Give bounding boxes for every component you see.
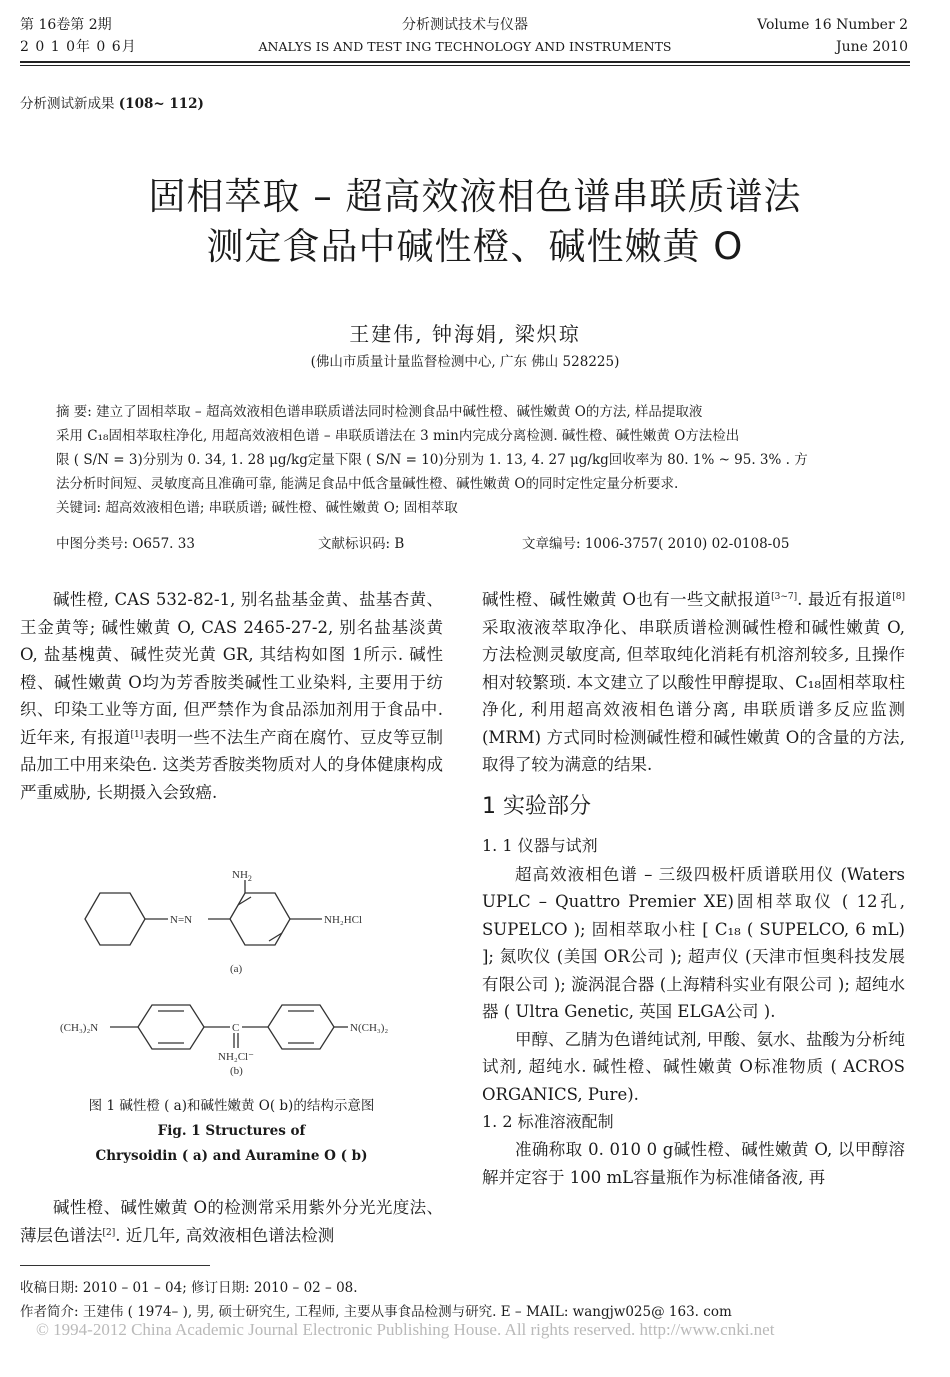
clc-number: 中图分类号: O657. 33 [56,536,195,552]
reagents-paragraph: 甲醇、乙腈为色谱纯试剂, 甲酸、氨水、盐酸为分析纯试剂, 超纯水. 碱性橙、碱性嫩黄 O标准物质 ( ACROS ORGANICS, Pure). [482,1029,905,1104]
authors: 王建伟, 钟海娟, 梁炽琼 [349,322,581,346]
footnote-rule [20,1265,210,1266]
received-date: 收稿日期: 2010 – 01 – 04; 修订日期: 2010 – 02 – 08. [20,1280,358,1296]
date-cn: 2 0 1 0年 0 6月 [20,39,137,55]
amine-hcl-label: NH₂HCl [324,914,363,926]
abstract [56,400,868,520]
abstract-line: 法分析时间短、灵敏度高且准确可靠, 能满足食品中低含量碱性橙、碱性嫩黄 O的同时定性定量分析要求. [56,476,679,492]
column-label: 分析测试新成果 (108~ 112) [20,96,204,112]
amino-label: $NH_2$ [232,869,252,883]
page-range: (108~ 112) [118,96,204,112]
azo-label: N=N [170,914,193,926]
abstract-line: 采用 C₁₈固相萃取柱净化, 用超高效液相色谱 – 串联质谱法在 3 min内完成分离检测. 碱性橙、碱性嫩黄 O方法检出 [56,428,740,444]
author-bio: 作者简介: 王建伟 ( 1974– ), 男, 硕士研究生, 工程师, 主要从事食品检测与研究. E – MAIL: wangjw025@ 163. com [20,1304,732,1320]
header-rule [20,61,910,63]
citation: [2] [102,1227,116,1238]
article-number: 文章编号: 1006-3757( 2010) 02-0108-05 [522,536,790,552]
volume-issue-cn: 第 16卷第 2期 [20,17,112,33]
copyright-watermark: © 1994-2012 China Academic Journal Electronic Publishing House. All rights reserved. http://www.cnki.net [36,1320,775,1339]
abstract-line: 摘 要: 建立了固相萃取 – 超高效液相色谱串联质谱法同时检测食品中碱性橙、碱性嫩黄 O的方法, 样品提取液 [56,404,703,420]
benzene-ring [230,893,290,945]
central-carbon: C [232,1022,240,1034]
title-line-2: 测定食品中碱性橙、碱性嫩黄 O [206,225,744,268]
caption-en-line2: Chrysoidin ( a) and Auramine O ( b) [95,1148,368,1164]
affiliation: (佛山市质量计量监督检测中心, 广东 佛山 528225) [310,354,620,370]
citation: [3~7] [771,592,798,602]
header-rule-thin [20,65,910,66]
journal-name-cn: 分析测试技术与仪器 [402,17,528,33]
iminium-label: NH₂Cl⁻ [218,1051,254,1063]
benzene-ring [85,893,145,945]
caption-en-line1: Fig. 1 Structures of [157,1123,306,1139]
document-code: 文献标识码: B [318,536,405,552]
structure-figure [60,860,420,1080]
figure-caption [20,1094,443,1169]
figure-label-b: (b) [230,1065,243,1077]
paragraph-2: 碱性橙、碱性嫩黄 O的检测常采用紫外分光光度法、薄层色谱法[2]. 近几年, 高效液相色谱法检测 [20,1198,443,1245]
figure-label-a: (a) [230,963,243,975]
volume-issue-en: Volume 16 Number 2 [757,17,908,33]
subsection-heading-1-1: 1. 1 仪器与试剂 [482,835,598,855]
citation: [8] [892,592,905,602]
dimethylamino-right: N(CH₃)₂ [350,1022,389,1034]
journal-name-en: ANALYS IS AND TEST ING TECHNOLOGY AND INSTRUMENTS [258,39,672,54]
instruments-paragraph: 超高效液相色谱 – 三级四极杆质谱联用仪 (Waters UPLC – Quattro Premier XE)固相萃取仪 ( 12孔, SUPELCO ); 固相萃取小柱 [ C₁₈ ( SUPELCO, 6 mL) ]; 氮吹仪 (美国 OR公司 ); 超声仪 (天津市恒奥科技发展有限公司 ); 漩涡混合器 (上海精科实业有限公司 ); 超纯水器 ( Ultra Genetic, 英国 ELGA公司 ). [482,864,905,1021]
abstract-line: 限 ( S/N = 3)分别为 0. 34, 1. 28 μg/kg定量下限 ( S/N = 10)分别为 1. 13, 4. 27 μg/kg回收率为 80. 1% ~ 95. 3% . 方 [56,452,808,468]
intro-paragraph: 碱性橙, CAS 532-82-1, 别名盐基金黄、盐基杏黄、王金黄等; 碱性嫩黄 O, CAS 2465-27-2, 别名盐基淡黄 O, 盐基槐黄、碱性荧光黄 GR, 其结构如图 1所示. 碱性橙、碱性嫩黄 O均为芳香胺类碱性工业染料, 主要用于纺织、印染工业等方面, 但严禁作为食品添加剂用于食品中. 近年来, 有报道[1]表明一些不法生产商在腐竹、豆皮等豆制品加工中用来染色. 这类芳香胺类物质对人的身体健康构成严重威胁, 长期摄入会致癌. [20,590,443,802]
title-line-1: 固相萃取 – 超高效液相色谱串联质谱法 [148,175,802,218]
section-heading-1: 1 实验部分 [482,793,591,819]
citation: [1] [130,729,144,740]
standard-solution-paragraph: 准确称取 0. 010 0 g碱性橙、碱性嫩黄 O, 以甲醇溶解并定容于 100 mL容量瓶作为标准储备液, 再 [482,1140,905,1187]
dimethylamino-left: (CH₃)₂N [60,1022,99,1034]
keywords: 关键词: 超高效液相色谱; 串联质谱; 碱性橙、碱性嫩黄 O; 固相萃取 [56,500,458,516]
right-column: 碱性橙、碱性嫩黄 O也有一些文献报道[3~7]. 最近有报道[8]采取液液萃取净化、串联质谱检测碱性橙和碱性嫩黄 O, 方法检测灵敏度高, 但萃取纯化消耗有机溶剂较多, 且操作相对较繁琐. 本文建立了以酸性甲醇提取、C₁₈固相萃取柱净化, 利用超高效液相色谱分离, 串联质谱多反应监测 (MRM) 方式同时检测碱性橙和碱性嫩黄 O的含量的方法, 取得了较为满意的结果. 1 实验部分 1. 1 仪器与试剂 超高效液相色谱 – 三级四极杆质谱联用仪 (Waters UPLC – Quattro Premier XE)固相萃取仪 ( 12孔, SUPELCO ); 固相萃取小柱 [ C₁₈ ( SUPELCO, 6 mL) ]; 氮吹仪 (美国 OR公司 ); 超声仪 (天津市恒奥科技发展有限公司 ); 漩涡混合器 (上海精科实业有限公司 ); 超纯水器 ( Ultra Genetic, 英国 ELGA公司 ). 甲醇、乙腈为色谱纯试剂, 甲酸、氨水、盐酸为分析纯试剂, 超纯水. 碱性橙、碱性嫩黄 O标准物质 ( ACROS ORGANICS, Pure). 1. 2 标准溶液配制 准确称取 0. 010 0 g碱性橙、碱性嫩黄 O, 以甲醇溶解并定容于 100 mL容量瓶作为标准储备液, 再 [482,586,905,1191]
caption-cn: 图 1 碱性橙 ( a)和碱性嫩黄 O( b)的结构示意图 [88,1098,375,1114]
subsection-heading-1-2: 1. 2 标准溶液配制 [482,1112,614,1131]
date-en: June 2010 [835,39,908,55]
